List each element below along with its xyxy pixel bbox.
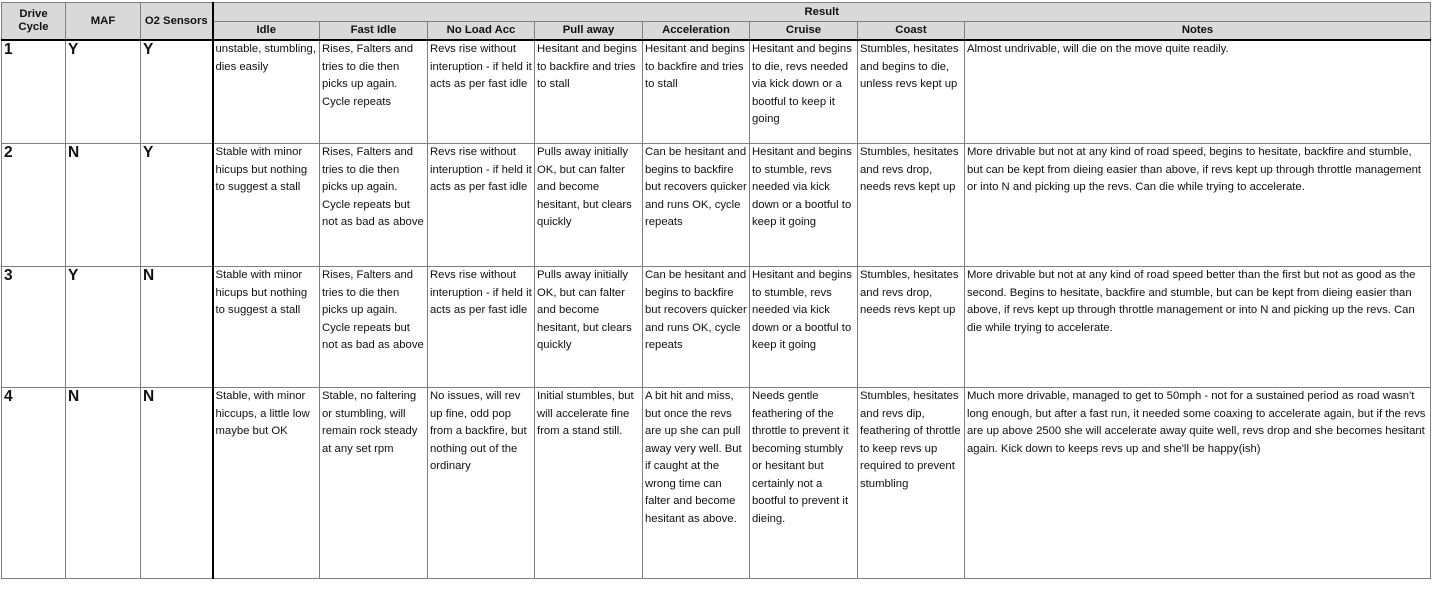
cell-drive-cycle: 3	[2, 267, 66, 388]
cell-fast-idle: Rises, Falters and tries to die then picks up again. Cycle repeats but not as bad as above	[320, 144, 428, 267]
cell-notes: More drivable but not at any kind of road speed better than the first but not as good as the second. Begins to hesitate, backfire and stumble, but can be kept from dieing easier than above, if revs kept up through throttle management or into N and picking up the revs. Can die while trying to accelerate.	[965, 267, 1431, 388]
header-no-load-acc: No Load Acc	[428, 22, 535, 41]
header-notes: Notes	[965, 22, 1431, 41]
header-pull-away: Pull away	[535, 22, 643, 41]
table-row	[2, 144, 1431, 267]
header-coast: Coast	[858, 22, 965, 41]
cell-pull-away: Pulls away initially OK, but can falter and become hesitant, but clears quickly	[535, 144, 643, 267]
header-fast-idle: Fast Idle	[320, 22, 428, 41]
cell-o2-sensors: Y	[141, 144, 213, 267]
cell-acceleration: A bit hit and miss, but once the revs are up she can pull away very well. But if caught at the wrong time can falter and become hesitant as above.	[643, 388, 750, 579]
cell-coast: Stumbles, hesitates and revs drop, needs revs kept up	[858, 267, 965, 388]
header-row-top	[2, 3, 1431, 22]
cell-acceleration: Hesitant and begins to backfire and tries to stall	[643, 40, 750, 144]
cell-notes: Almost undrivable, will die on the move quite readily.	[965, 40, 1431, 144]
table-row	[2, 267, 1431, 388]
drive-cycle-table	[1, 2, 1431, 579]
header-result: Result	[213, 3, 1431, 22]
cell-coast: Stumbles, hesitates and revs dip, feathering of throttle to keep revs up required to prevent stumbling	[858, 388, 965, 579]
cell-pull-away: Initial stumbles, but will accelerate fine from a stand still.	[535, 388, 643, 579]
cell-drive-cycle: 2	[2, 144, 66, 267]
cell-acceleration: Can be hesitant and begins to backfire but recovers quicker and runs OK, cycle repeats	[643, 144, 750, 267]
cell-cruise: Hesitant and begins to stumble, revs needed via kick down or a bootful to keep it going	[750, 267, 858, 388]
cell-drive-cycle: 4	[2, 388, 66, 579]
cell-no-load-acc: Revs rise without interuption - if held it acts as per fast idle	[428, 267, 535, 388]
header-maf: MAF	[66, 3, 141, 41]
cell-no-load-acc: Revs rise without interuption - if held it acts as per fast idle	[428, 40, 535, 144]
cell-idle: Stable, with minor hiccups, a little low maybe but OK	[213, 388, 320, 579]
cell-maf: N	[66, 388, 141, 579]
cell-notes: Much more drivable, managed to get to 50mph - not for a sustained period as road wasn't long enough, but after a fast run, it needed some coaxing to accelerate again, but if the revs are up above 2500 she will accelerate away quite well, revs drop and she becomes hesitant again. Kick down to keeps revs up and she'll be happy(ish)	[965, 388, 1431, 579]
cell-acceleration: Can be hesitant and begins to backfire but recovers quicker and runs OK, cycle repeats	[643, 267, 750, 388]
table-header	[2, 3, 1431, 41]
table-row	[2, 388, 1431, 579]
header-row-bottom	[2, 22, 1431, 41]
cell-fast-idle: Rises, Falters and tries to die then picks up again. Cycle repeats but not as bad as above	[320, 267, 428, 388]
cell-idle: Stable with minor hicups but nothing to suggest a stall	[213, 144, 320, 267]
cell-idle: Stable with minor hicups but nothing to suggest a stall	[213, 267, 320, 388]
cell-pull-away: Pulls away initially OK, but can falter and become hesitant, but clears quickly	[535, 267, 643, 388]
table-row	[2, 40, 1431, 144]
header-idle: Idle	[213, 22, 320, 41]
cell-maf: Y	[66, 267, 141, 388]
cell-coast: Stumbles, hesitates and begins to die, unless revs kept up	[858, 40, 965, 144]
cell-cruise: Hesitant and begins to stumble, revs needed via kick down or a bootful to keep it going	[750, 144, 858, 267]
cell-no-load-acc: Revs rise without interuption - if held it acts as per fast idle	[428, 144, 535, 267]
cell-notes: More drivable but not at any kind of road speed, begins to hesitate, backfire and stumble, but can be kept from dieing easier than above, if revs kept up through throttle management or into N and picking up the revs. Can die while trying to accelerate.	[965, 144, 1431, 267]
header-acceleration: Acceleration	[643, 22, 750, 41]
cell-o2-sensors: N	[141, 267, 213, 388]
cell-cruise: Needs gentle feathering of the throttle to prevent it becoming stumbly or hesitant but certainly not a bootful to prevent it dieing.	[750, 388, 858, 579]
header-cruise: Cruise	[750, 22, 858, 41]
header-o2-sensors: O2 Sensors	[141, 3, 213, 41]
cell-idle: unstable, stumbling, dies easily	[213, 40, 320, 144]
cell-fast-idle: Stable, no faltering or stumbling, will remain rock steady at any set rpm	[320, 388, 428, 579]
cell-coast: Stumbles, hesitates and revs drop, needs revs kept up	[858, 144, 965, 267]
header-drive-cycle: Drive Cycle	[2, 3, 66, 41]
cell-o2-sensors: N	[141, 388, 213, 579]
cell-cruise: Hesitant and begins to die, revs needed via kick down or a bootful to keep it going	[750, 40, 858, 144]
cell-pull-away: Hesitant and begins to backfire and tries to stall	[535, 40, 643, 144]
cell-maf: N	[66, 144, 141, 267]
cell-no-load-acc: No issues, will rev up fine, odd pop from a backfire, but nothing out of the ordinary	[428, 388, 535, 579]
cell-drive-cycle: 1	[2, 40, 66, 144]
cell-maf: Y	[66, 40, 141, 144]
cell-fast-idle: Rises, Falters and tries to die then picks up again. Cycle repeats	[320, 40, 428, 144]
cell-o2-sensors: Y	[141, 40, 213, 144]
table-body	[2, 40, 1431, 579]
